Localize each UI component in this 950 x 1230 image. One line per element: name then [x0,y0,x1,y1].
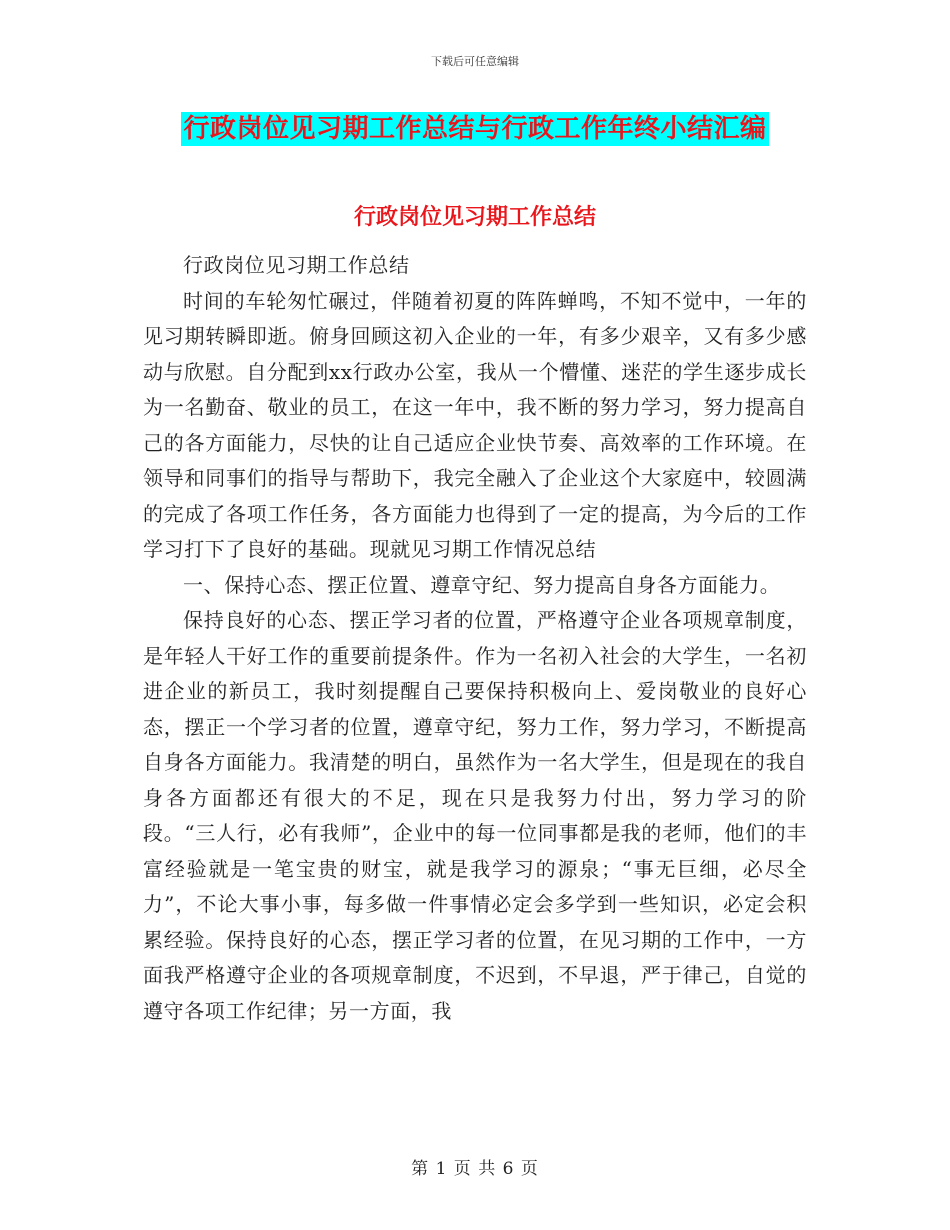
header-note: 下载后可任意编辑 [431,55,519,68]
page-footer: 第 1 页 共 6 页 [411,1159,539,1179]
paragraph-heading: 行政岗位见习期工作总结 [183,253,410,277]
body-text [143,248,807,1029]
paragraph: 保持良好的心态、摆正学习者的位置，严格遵守企业各项规章制度，是年轻人干好工作的重要前提条件。作为一名初入社会的大学生，一名初进企业的新员工，我时刻提醒自己要保持积极向上、爱岗敬业的良好心态，摆正一个学习者的位置，遵章守纪，努力工作，努力学习，不断提高自身各方面能力。我清楚的明白，虽然作为一名大学生，但是现在的我自身各方面都还有很大的不足，现在只是我努力付出，努力学习的阶段。“三人行，必有我师”，企业中的每一位同事都是我的老师，他们的丰富经验就是一笔宝贵的财宝，就是我学习的源泉；“事无巨细，必尽全力”，不论大事小事，每多做一件事情必定会多学到一些知识，必定会积累经验。保持良好的心态，摆正学习者的位置，在见习期的工作中，一方面我严格遵守企业的各项规章制度，不迟到，不早退，严于律己，自觉的遵守各项工作纪律；另一方面，我 [143,608,807,1023]
main-title: 行政岗位见习期工作总结与行政工作年终小结汇编 [183,114,767,144]
section-title: 行政岗位见习期工作总结 [353,204,596,230]
paragraph-section-heading: 一、保持心态、摆正位置、遵章守纪、努力提高自身各方面能力。 [183,572,781,597]
main-title-wrap [0,112,950,146]
paragraph: 时间的车轮匆忙碾过，伴随着初夏的阵阵蝉鸣，不知不觉中，一年的见习期转瞬即逝。俯身回顾这初入企业的一年，有多少艰辛，又有多少感动与欣慰。自分配到xx行政办公室，我从一个懵懂、迷茫的学生逐步成长为一名勤奋、敬业的员工，在这一年中，我不断的努力学习，努力提高自己的各方面能力，尽快的让自己适应企业快节奏、高效率的工作环境。在领导和同事们的指导与帮助下，我完全融入了企业这个大家庭中，较圆满的完成了各项工作任务，各方面能力也得到了一定的提高，为今后的工作学习打下了良好的基础。现就见习期工作情况总结 [143,288,807,561]
